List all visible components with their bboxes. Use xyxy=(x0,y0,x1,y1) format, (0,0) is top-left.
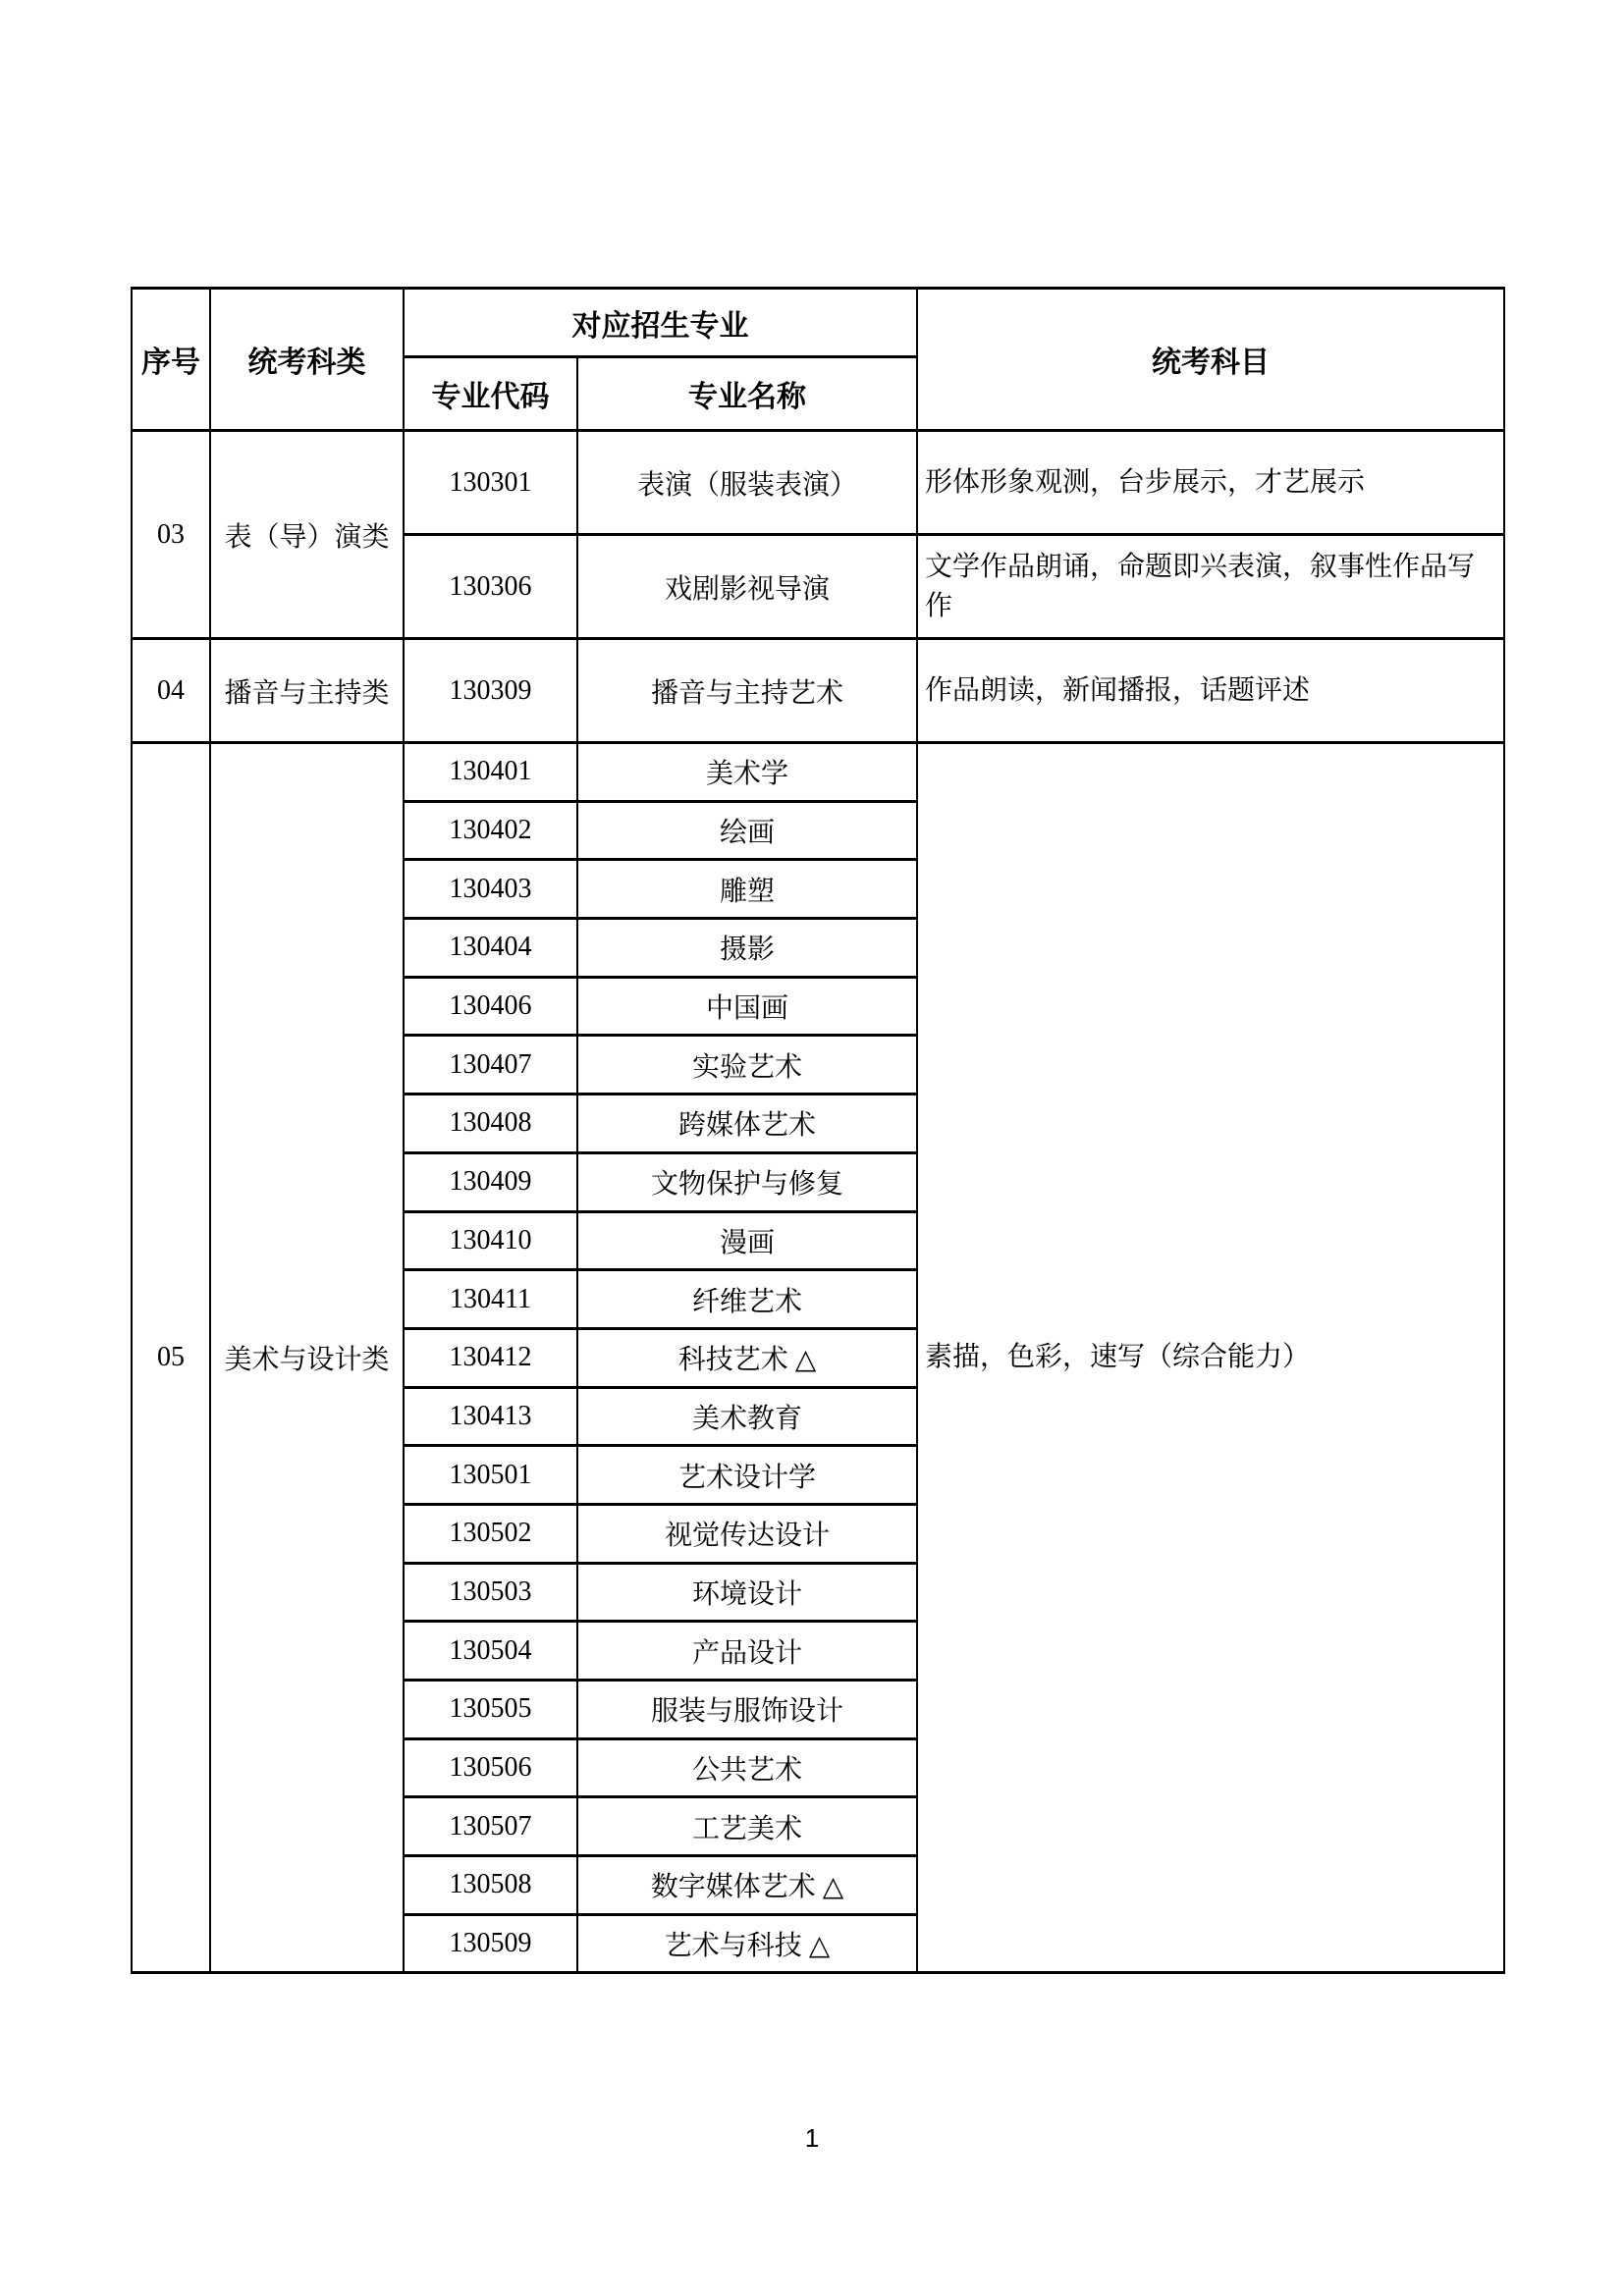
major-row xyxy=(132,639,1504,743)
major-name-cell: 播音与主持艺术 xyxy=(577,639,917,743)
major-name-cell: 服装与服饰设计 xyxy=(577,1681,917,1739)
major-subjects-cell: 形体形象观测，台步展示，才艺展示 xyxy=(917,431,1504,535)
major-name-cell: 雕塑 xyxy=(577,860,917,919)
major-code-cell: 130306 xyxy=(404,535,577,639)
major-code-cell: 130402 xyxy=(404,801,577,860)
exam-majors-table xyxy=(131,287,1505,1974)
section-category-cell: 表（导）演类 xyxy=(210,431,404,639)
major-name-cell: 公共艺术 xyxy=(577,1738,917,1797)
major-name-cell: 美术学 xyxy=(577,743,917,802)
major-name-cell: 跨媒体艺术 xyxy=(577,1095,917,1153)
major-row xyxy=(132,743,1504,802)
major-name-cell: 艺术与科技 △ xyxy=(577,1914,917,1973)
major-code-cell: 130301 xyxy=(404,431,577,535)
major-name-cell: 中国画 xyxy=(577,977,917,1036)
major-code-cell: 130309 xyxy=(404,639,577,743)
major-name-cell: 戏剧影视导演 xyxy=(577,535,917,639)
header-subjects: 统考科目 xyxy=(917,289,1504,431)
section-index-cell: 04 xyxy=(132,639,210,743)
major-code-cell: 130504 xyxy=(404,1622,577,1681)
major-code-cell: 130508 xyxy=(404,1856,577,1915)
major-name-cell: 工艺美术 xyxy=(577,1797,917,1856)
major-subjects-cell: 作品朗读，新闻播报，话题评述 xyxy=(917,639,1504,743)
major-code-cell: 130409 xyxy=(404,1152,577,1211)
major-code-cell: 130407 xyxy=(404,1036,577,1095)
major-code-cell: 130406 xyxy=(404,977,577,1036)
major-name-cell: 美术教育 xyxy=(577,1387,917,1446)
header-major-name: 专业名称 xyxy=(577,357,917,431)
major-code-cell: 130507 xyxy=(404,1797,577,1856)
major-code-cell: 130501 xyxy=(404,1446,577,1505)
header-major-group: 对应招生专业 xyxy=(404,289,917,357)
section-subjects-cell: 素描，色彩，速写（综合能力） xyxy=(917,743,1504,1973)
major-name-cell: 视觉传达设计 xyxy=(577,1504,917,1563)
major-code-cell: 130410 xyxy=(404,1211,577,1270)
major-code-cell: 130502 xyxy=(404,1504,577,1563)
page-number: 1 xyxy=(804,2123,820,2153)
major-code-cell: 130503 xyxy=(404,1563,577,1622)
major-name-cell: 纤维艺术 xyxy=(577,1270,917,1329)
major-name-cell: 产品设计 xyxy=(577,1622,917,1681)
major-name-cell: 实验艺术 xyxy=(577,1036,917,1095)
major-code-cell: 130403 xyxy=(404,860,577,919)
header-index: 序号 xyxy=(132,289,210,431)
major-code-cell: 130411 xyxy=(404,1270,577,1329)
major-name-cell: 数字媒体艺术 △ xyxy=(577,1856,917,1915)
major-code-cell: 130413 xyxy=(404,1387,577,1446)
major-name-cell: 绘画 xyxy=(577,801,917,860)
major-name-cell: 环境设计 xyxy=(577,1563,917,1622)
major-name-cell: 表演（服装表演） xyxy=(577,431,917,535)
header-category: 统考科类 xyxy=(210,289,404,431)
major-name-cell: 文物保护与修复 xyxy=(577,1152,917,1211)
major-code-cell: 130408 xyxy=(404,1095,577,1153)
major-row xyxy=(132,431,1504,535)
major-subjects-cell: 文学作品朗诵，命题即兴表演，叙事性作品写作 xyxy=(917,535,1504,639)
major-code-cell: 130412 xyxy=(404,1328,577,1387)
major-code-cell: 130506 xyxy=(404,1738,577,1797)
major-name-cell: 艺术设计学 xyxy=(577,1446,917,1505)
section-category-cell: 美术与设计类 xyxy=(210,743,404,1973)
major-code-cell: 130505 xyxy=(404,1681,577,1739)
major-name-cell: 摄影 xyxy=(577,919,917,978)
section-index-cell: 03 xyxy=(132,431,210,639)
section-index-cell: 05 xyxy=(132,743,210,1973)
major-code-cell: 130401 xyxy=(404,743,577,802)
major-code-cell: 130404 xyxy=(404,919,577,978)
major-name-cell: 科技艺术 △ xyxy=(577,1328,917,1387)
major-name-cell: 漫画 xyxy=(577,1211,917,1270)
section-category-cell: 播音与主持类 xyxy=(210,639,404,743)
major-code-cell: 130509 xyxy=(404,1914,577,1973)
header-major-code: 专业代码 xyxy=(404,357,577,431)
